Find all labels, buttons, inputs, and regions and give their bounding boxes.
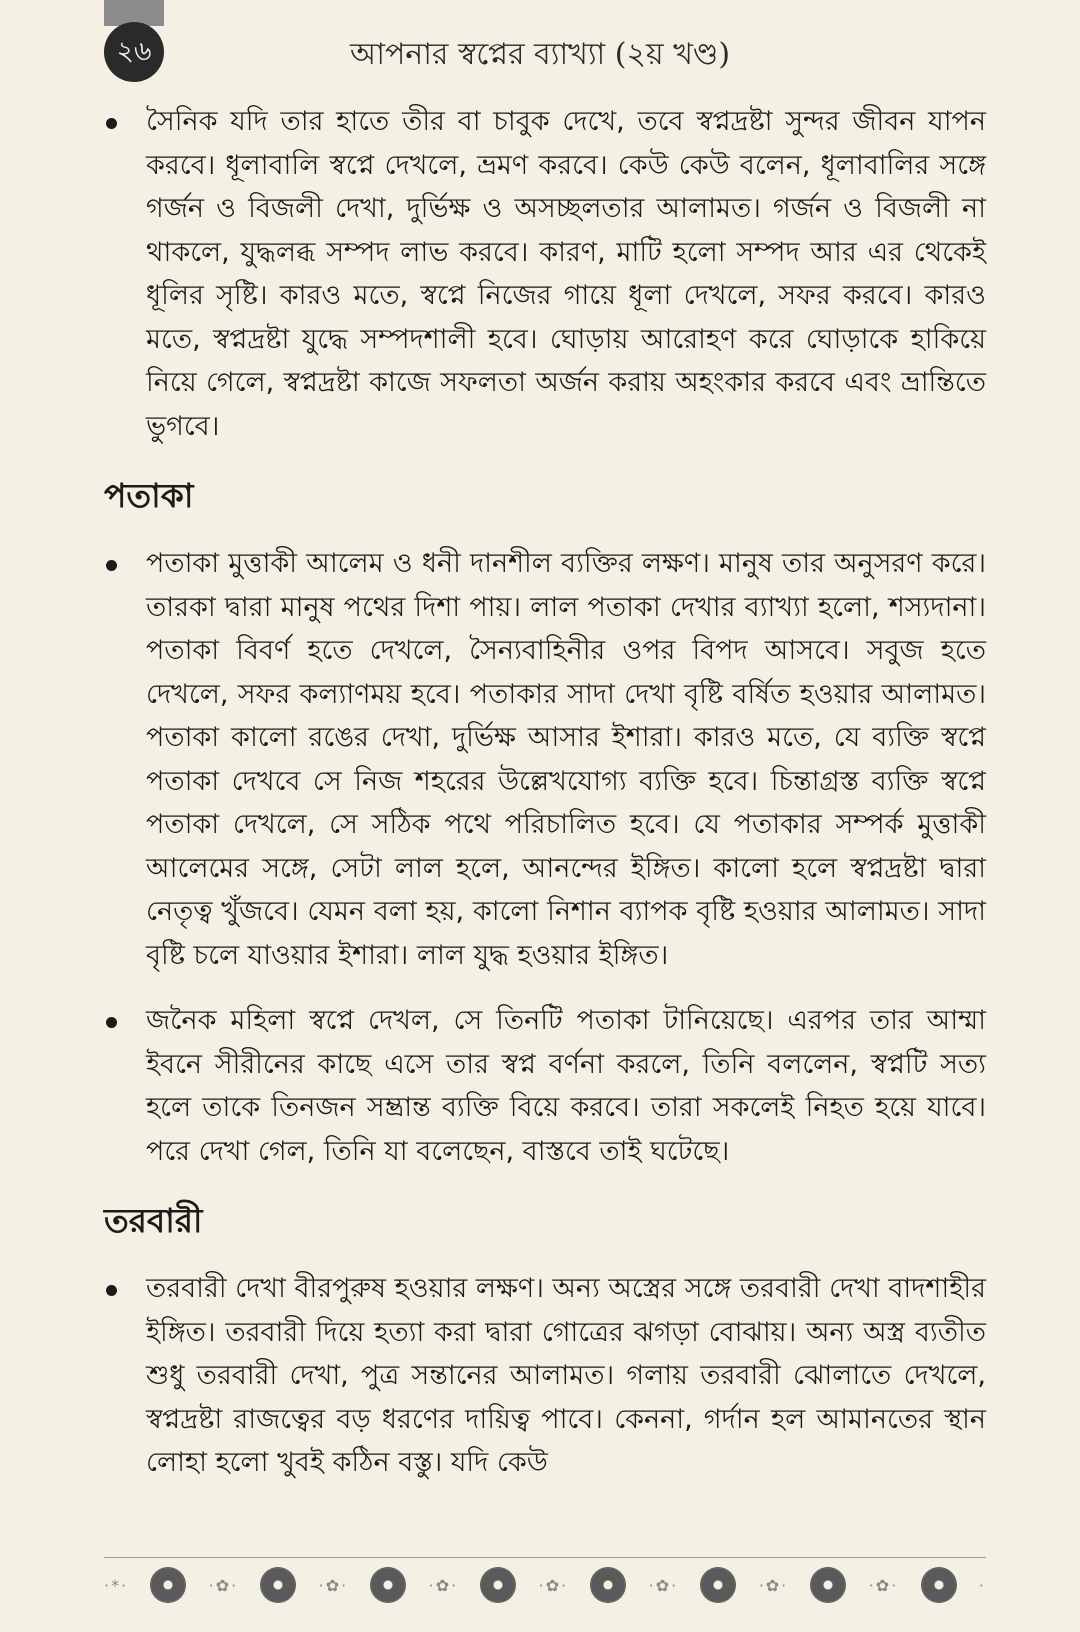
flower-icon — [811, 1568, 845, 1602]
page-body — [104, 100, 986, 1507]
ornament-dots: ·*· — [104, 1575, 129, 1595]
running-title: আপনার স্বপ্নের ব্যাখ্যা (২য় খণ্ড) — [349, 37, 731, 72]
paragraph-text: সৈনিক যদি তার হাতে তীর বা চাবুক দেখে, তবে স্বপ্নদ্রষ্টা সুন্দর জীবন যাপন করবে। ধূলাবালি স্বপ্নে দেখলে, ভ্রমণ করবে। কেউ কেউ বলেন, ধূলাবালির সঙ্গে গর্জন ও বিজলী দেখা, দুর্ভিক্ষ ও অসচ্ছলতার আলামত। গর্জন ও বিজলী না থাকলে, যুদ্ধলব্ধ সম্পদ লাভ করবে। কারণ, মাটি হলো সম্পদ আর এর থেকেই ধূলির সৃষ্টি। কারও মতে, স্বপ্নে নিজের গায়ে ধূলা দেখলে, সফর করবে। কারও মতে, স্বপ্নদ্রষ্টা যুদ্ধে সম্পদশালী হবে। ঘোড়ায় আরোহণ করে ঘোড়াকে হাকিয়ে নিয়ে গেলে, স্বপ্নদ্রষ্টা কাজে সফলতা অর্জন করায় অহংকার করবে এবং ভ্রান্তিতে ভুগবে। — [146, 106, 986, 442]
list-item — [104, 542, 986, 977]
footer-divider — [104, 1557, 986, 1558]
ornament-dots: ·✿· — [208, 1575, 239, 1595]
bullet-icon — [106, 560, 117, 571]
ornament-dots: ·✿· — [648, 1575, 679, 1595]
ornament-dots: ·✿· — [318, 1575, 349, 1595]
ornament-dots: ·✿· — [758, 1575, 789, 1595]
paragraph-text: জনৈক মহিলা স্বপ্নে দেখল, সে তিনটি পতাকা টানিয়েছে। এরপর তার আম্মা ইবনে সীরীনের কাছে এসে তার স্বপ্ন বর্ণনা করলে, তিনি বললেন, স্বপ্নটি সত্য হলে তাকে তিনজন সম্ভ্রান্ত ব্যক্তি বিয়ে করবে। তারা সকলেই নিহত হয়ে যাবে। পরে দেখা গেল, তিনি যা বলেছেন, বাস্তবে তাই ঘটেছে। — [146, 1005, 986, 1167]
bullet-icon — [106, 1017, 117, 1028]
section-heading-flag: পতাকা — [104, 476, 194, 515]
flower-icon — [701, 1568, 735, 1602]
list-item — [104, 100, 986, 448]
footer-ornament — [104, 1563, 986, 1607]
list-item — [104, 999, 986, 1173]
ornament-dots: ·✿· — [868, 1575, 899, 1595]
flower-icon — [591, 1568, 625, 1602]
ornament-dots: · — [978, 1575, 986, 1595]
paragraph-text: পতাকা মুত্তাকী আলেম ও ধনী দানশীল ব্যক্তির লক্ষণ। মানুষ তার অনুসরণ করে। তারকা দ্বারা মানুষ পথের দিশা পায়। লাল পতাকা দেখার ব্যাখ্যা হলো, শস্যদানা। পতাকা বিবর্ণ হতে দেখলে, সৈন্যবাহিনীর ওপর বিপদ আসবে। সবুজ হতে দেখলে, সফর কল্যাণময় হবে। পতাকার সাদা দেখা বৃষ্টি বর্ষিত হওয়ার আলামত। পতাকা কালো রঙের দেখা, দুর্ভিক্ষ আসার ইশারা। কারও মতে, যে ব্যক্তি স্বপ্নে পতাকা দেখবে সে নিজ শহরের উল্লেখযোগ্য ব্যক্তি হবে। চিন্তাগ্রস্ত ব্যক্তি স্বপ্নে পতাকা দেখলে, সে সঠিক পথে পরিচালিত হবে। যে পতাকার সম্পর্ক মুত্তাকী আলেমের সঙ্গে, সেটা লাল হলে, আনন্দের ইঙ্গিত। কালো হলে স্বপ্নদ্রষ্টা দ্বারা নেতৃত্ব খুঁজবে। যেমন বলা হয়, কালো নিশান ব্যাপক বৃষ্টি হওয়ার আলামত। সাদা বৃষ্টি চলে যাওয়ার ইশারা। লাল যুদ্ধ হওয়ার ইঙ্গিত। — [146, 548, 986, 971]
flower-icon — [922, 1568, 956, 1602]
list-item — [104, 1267, 986, 1485]
bullet-icon — [106, 1285, 117, 1296]
bullet-icon — [106, 118, 117, 129]
ornament-dots: ·✿· — [428, 1575, 459, 1595]
paragraph-text: তরবারী দেখা বীরপুরুষ হওয়ার লক্ষণ। অন্য অস্ত্রের সঙ্গে তরবারী দেখা বাদশাহীর ইঙ্গিত। তরবারী দিয়ে হত্যা করা দ্বারা গোত্রের ঝগড়া বোঝায়। অন্য অস্ত্র ব্যতীত শুধু তরবারী দেখা, পুত্র সন্তানের আলামত। গলায় তরবারী ঝোলাতে দেখলে, স্বপ্নদ্রষ্টা রাজত্বের বড় ধরণের দায়িত্ব পাবে। কেননা, গর্দান হল আমানতের স্থান লোহা হলো খুবই কঠিন বস্তু। যদি কেউ — [146, 1273, 986, 1478]
page-number: ২৬ — [104, 22, 164, 82]
flower-icon — [481, 1568, 515, 1602]
section-heading-sword: তরবারী — [104, 1201, 203, 1240]
flower-icon — [151, 1568, 185, 1602]
flower-icon — [261, 1568, 295, 1602]
flower-icon — [371, 1568, 405, 1602]
ornament-dots: ·✿· — [538, 1575, 569, 1595]
